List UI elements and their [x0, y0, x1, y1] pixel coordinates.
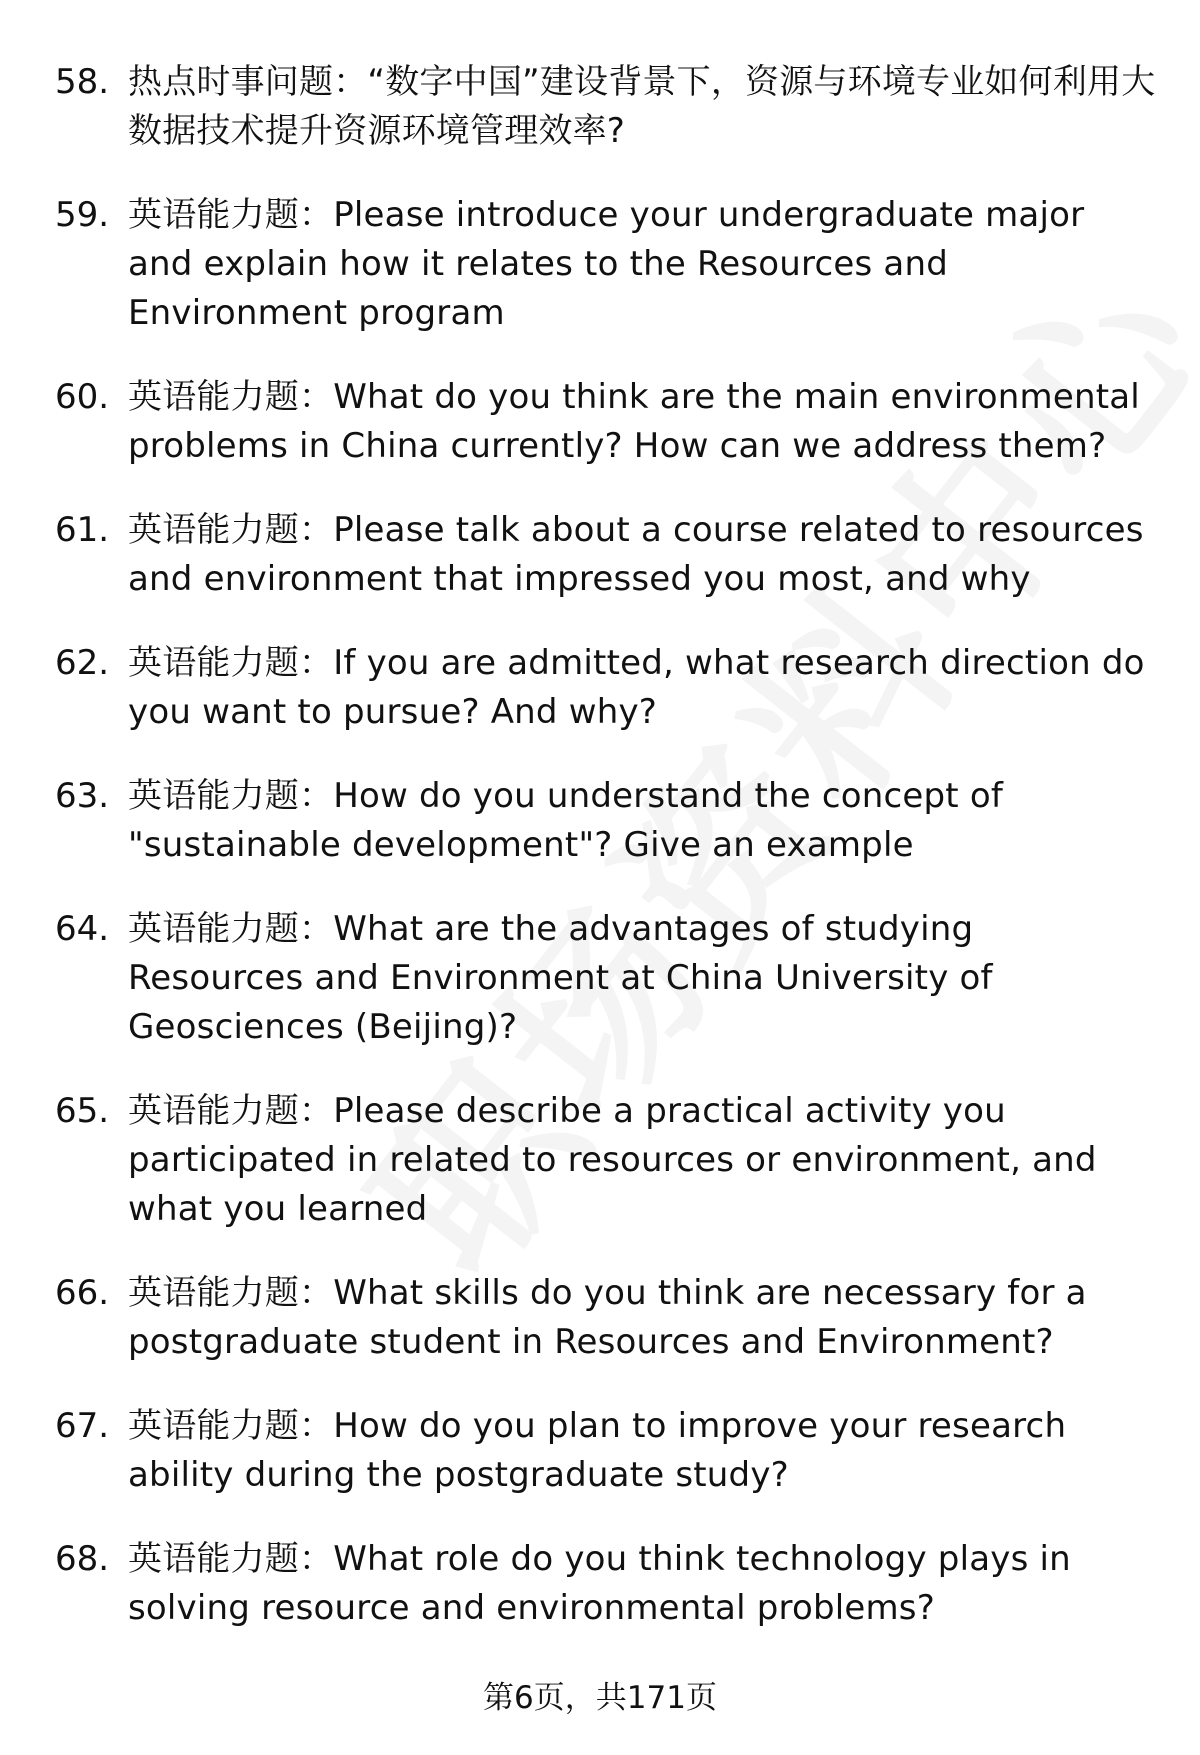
- question-text: 英语能力题：How do you understand the concept of "sustainable development"? Give an example: [128, 776, 1004, 865]
- question-number: 63.: [55, 776, 110, 816]
- question-text: 英语能力题：What do you think are the main environmental problems in China currently? How can we address them?: [128, 377, 1140, 466]
- question-text: 英语能力题：What skills do you think are necessary for a postgraduate student in Resources and Environment?: [128, 1273, 1087, 1362]
- question-item: [0, 191, 1200, 338]
- question-number: 62.: [55, 643, 110, 683]
- page-number-footer: 第6页，共171页: [483, 1680, 717, 1716]
- question-text: 英语能力题：What role do you think technology plays in solving resource and environmental problems?: [128, 1539, 1071, 1628]
- question-item: [0, 639, 1200, 737]
- question-number: 67.: [55, 1406, 110, 1446]
- question-item: [0, 1535, 1200, 1633]
- question-number: 65.: [55, 1091, 110, 1131]
- question-text: 英语能力题：How do you plan to improve your research ability during the postgraduate study?: [128, 1406, 1067, 1495]
- question-item: [0, 772, 1200, 870]
- question-item: [0, 1269, 1200, 1367]
- question-text: 英语能力题：What are the advantages of studying Resources and Environment at China University of Geosciences (Beijing)?: [128, 909, 993, 1047]
- question-text: 热点时事问题：“数字中国”建设背景下，资源与环境专业如何利用大数据技术提升资源环境管理效率?: [128, 62, 1156, 151]
- question-number: 68.: [55, 1539, 110, 1579]
- question-item: [0, 506, 1200, 604]
- question-number: 59.: [55, 195, 110, 235]
- question-item: [0, 58, 1200, 156]
- question-item: [0, 905, 1200, 1052]
- question-number: 60.: [55, 377, 110, 417]
- question-number: 61.: [55, 510, 110, 550]
- question-item: [0, 373, 1200, 471]
- question-number: 64.: [55, 909, 110, 949]
- question-item: [0, 1087, 1200, 1234]
- question-text: 英语能力题：Please describe a practical activity you participated in related to resources or environment, and what you learned: [128, 1091, 1097, 1229]
- question-number: 66.: [55, 1273, 110, 1313]
- question-text: 英语能力题：If you are admitted, what research direction do you want to pursue? And why?: [128, 643, 1145, 732]
- question-number: 58.: [55, 62, 110, 102]
- question-item: [0, 1402, 1200, 1500]
- question-list: [0, 58, 1200, 1668]
- question-text: 英语能力题：Please talk about a course related to resources and environment that impressed you most, and why: [128, 510, 1144, 599]
- question-text: 英语能力题：Please introduce your undergraduate major and explain how it relates to the Resources and Environment program: [128, 195, 1085, 333]
